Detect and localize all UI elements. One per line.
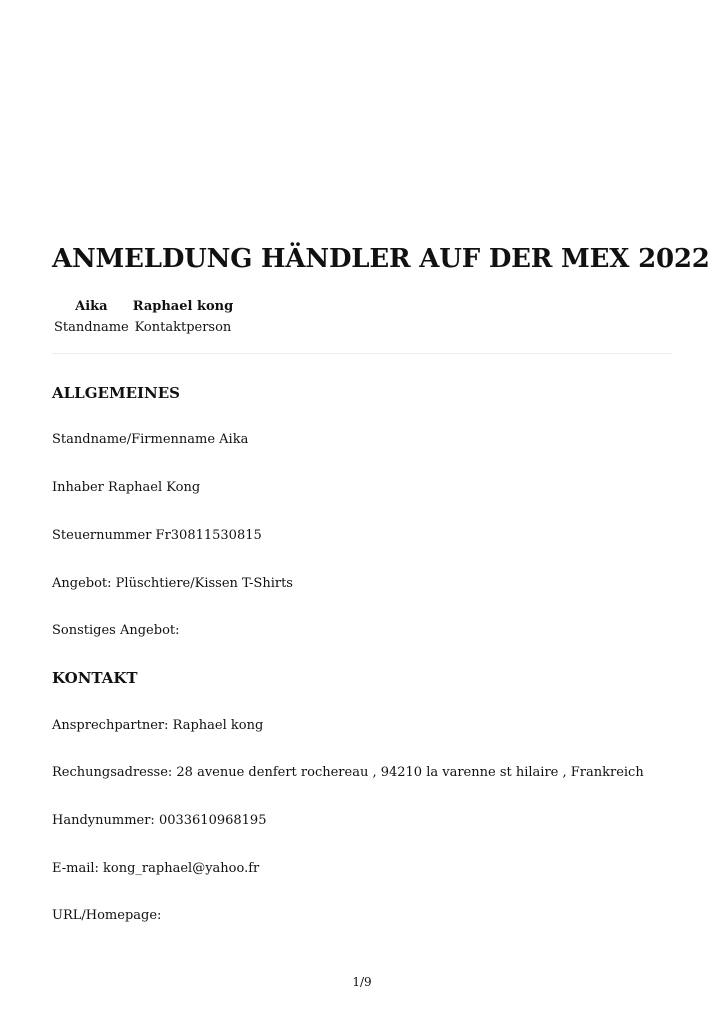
field-url-homepage: URL/Homepage: xyxy=(52,908,162,923)
field-sonstiges-angebot: Sonstiges Angebot: xyxy=(52,623,180,638)
field-angebot: Angebot: Plüschtiere/Kissen T-Shirts xyxy=(52,576,293,591)
field-ansprechpartner: Ansprechpartner: Raphael kong xyxy=(52,718,264,733)
field-standname-firmenname: Standname/Firmenname Aika xyxy=(52,432,249,447)
page-title: ANMELDUNG HÄNDLER AUF DER MEX 2022 xyxy=(52,244,710,274)
kontaktperson-value: Raphael kong xyxy=(132,299,234,314)
field-rechnungsadresse: Rechungsadresse: 28 avenue denfert rochereau , 94210 la varenne st hilaire , Frankreich xyxy=(52,765,644,780)
field-email: E-mail: kong_raphael@yahoo.fr xyxy=(52,861,260,876)
field-inhaber: Inhaber Raphael Kong xyxy=(52,480,201,495)
section-heading-allgemeines: ALLGEMEINES xyxy=(52,384,181,402)
stand-labels-row xyxy=(52,317,235,336)
standname-value: Aika xyxy=(75,299,108,314)
page-number: 1/9 xyxy=(352,975,372,989)
stand-info-table xyxy=(52,298,235,336)
section-heading-kontakt: KONTAKT xyxy=(52,669,138,687)
field-handynummer: Handynummer: 0033610968195 xyxy=(52,813,267,828)
field-steuernummer: Steuernummer Fr30811530815 xyxy=(52,528,262,543)
stand-values-row xyxy=(52,298,235,317)
section-divider xyxy=(52,353,672,354)
kontaktperson-label: Kontaktperson xyxy=(134,320,232,335)
standname-label: Standname xyxy=(54,320,129,335)
